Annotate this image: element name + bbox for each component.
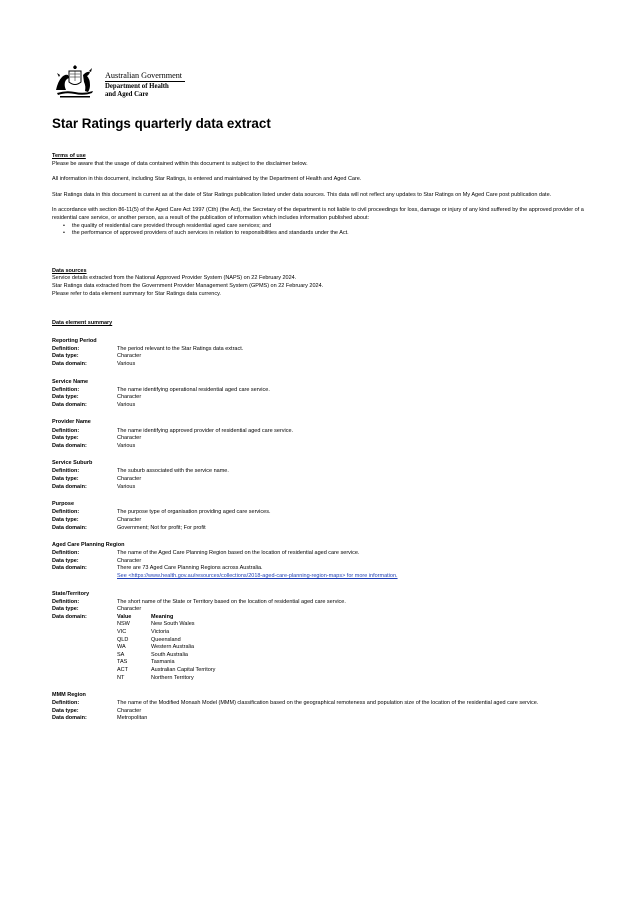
domain-value: Metropolitan <box>117 715 148 722</box>
domain-label: Data domain: <box>52 524 87 531</box>
data-element-mmm-region <box>52 692 592 723</box>
definition-value: The name identifying operational residential aged care service. <box>117 386 270 393</box>
terms-heading: Terms of use <box>52 153 86 159</box>
type-label: Data type: <box>52 516 79 523</box>
government-logo <box>53 64 193 104</box>
element-name: MMM Region <box>52 692 86 699</box>
table-header-value: Value <box>117 613 132 620</box>
element-name: Reporting Period <box>52 337 97 344</box>
domain-label: Data domain: <box>52 401 87 408</box>
table-cell-code: WA <box>117 644 126 651</box>
definition-label: Definition: <box>52 468 80 475</box>
domain-label: Data domain: <box>52 715 87 722</box>
definition-value: The name identifying approved provider of residential aged care service. <box>117 427 294 434</box>
department-name <box>105 83 169 99</box>
table-cell-meaning: Tasmania <box>151 659 175 666</box>
domain-label: Data domain: <box>52 565 87 572</box>
definition-label: Definition: <box>52 345 80 352</box>
table-cell-meaning: New South Wales <box>151 621 195 628</box>
table-cell-code: ACT <box>117 667 128 673</box>
domain-label: Data domain: <box>52 613 87 620</box>
domain-label: Data domain: <box>52 442 87 449</box>
terms-paragraph-4: In accordance with section 86-11(5) of the Aged Care Act 1997 (Cth) (the Act), the Secretary of the department is not liable to civil proceedings for loss, damage or injury of any kind suffered by the approved provider of a residential care service, or another person, as a result of the publication of information which includes information published about: <box>52 207 584 221</box>
source-line: Star Ratings data extracted from the Government Provider Management System (GPMS) on 22 February 2024. <box>52 282 324 289</box>
table-cell-meaning: Australian Capital Territory <box>151 667 216 673</box>
table-cell-meaning: Queensland <box>151 636 181 643</box>
terms-paragraph-3: Star Ratings data in this document is current as at the date of Star Ratings publication listed under data sources. This data will not reflect any updates to Star Ratings on My Aged Care post publication date. <box>52 191 552 198</box>
definition-value: The name of the Aged Care Planning Region based on the location of residential aged care service. <box>117 550 360 557</box>
type-label: Data type: <box>52 557 79 564</box>
type-value: Character <box>117 707 142 714</box>
terms-paragraph-1: Please be aware that the usage of data contained within this document is subject to the disclaimer below. <box>52 160 308 167</box>
table-cell-code: VIC <box>117 629 127 636</box>
definition-label: Definition: <box>52 509 80 516</box>
type-label: Data type: <box>52 435 79 442</box>
table-cell-meaning: South Australia <box>151 651 188 658</box>
coat-of-arms-icon <box>53 64 97 100</box>
department-name-line-2: and Aged Care <box>105 91 149 98</box>
definition-value: The name of the Modified Monash Model (MMM) classification based on the geographical remoteness and population size of the location of the residential aged care service. <box>117 700 539 707</box>
list-item: • the quality of residential care provided through residential aged care services; and <box>72 223 592 231</box>
domain-value: There are 73 Aged Care Planning Regions across Australia. <box>117 565 263 572</box>
domain-value: Various <box>117 442 136 449</box>
element-name: Purpose <box>52 501 75 508</box>
definition-value: The short name of the State or Territory based on the location of residential aged care service. <box>117 598 346 605</box>
type-label: Data type: <box>52 606 79 613</box>
element-name: State/Territory <box>52 590 90 597</box>
summary-heading: Data element summary <box>52 320 113 327</box>
data-element-provider-name <box>52 419 592 450</box>
domain-value: Various <box>117 361 136 367</box>
data-element-service-suburb <box>52 460 592 491</box>
type-value: Character <box>117 476 142 483</box>
source-line: Please refer to data element summary for Star Ratings data currency. <box>52 290 221 297</box>
data-element-service-name <box>52 379 592 410</box>
type-value: Character <box>117 353 142 360</box>
document-body <box>52 153 592 733</box>
planning-region-maps-link[interactable]: See <https://www.health.gov.au/resources/collections/2018-aged-care-planning-region-maps> for more information. <box>117 572 398 579</box>
type-label: Data type: <box>52 476 79 483</box>
source-line: Service details extracted from the National Approved Provider System (NAPS) on 22 February 2024. <box>52 275 297 282</box>
definition-value: The purpose type of organisation providing aged care services. <box>117 509 271 516</box>
type-value: Character <box>117 435 142 442</box>
domain-label: Data domain: <box>52 483 87 490</box>
type-label: Data type: <box>52 394 79 401</box>
element-name: Provider Name <box>52 419 91 426</box>
data-element-aged-care-planning-region <box>52 542 592 580</box>
type-value: Character <box>117 394 142 401</box>
table-cell-code: NSW <box>117 621 130 628</box>
table-cell-meaning: Victoria <box>151 629 170 636</box>
table-cell-meaning: Western Australia <box>151 644 195 651</box>
definition-value: The suburb associated with the service name. <box>117 468 229 475</box>
table-header-meaning: Meaning <box>151 613 174 620</box>
table-cell-meaning: Northern Territory <box>151 674 194 681</box>
definition-label: Definition: <box>52 427 80 434</box>
type-value: Character <box>117 557 142 564</box>
definition-label: Definition: <box>52 550 80 557</box>
type-label: Data type: <box>52 707 79 714</box>
data-element-purpose <box>52 501 592 532</box>
definition-label: Definition: <box>52 598 80 605</box>
sources-heading: Data sources <box>52 267 87 274</box>
definition-label: Definition: <box>52 386 80 393</box>
element-name: Service Suburb <box>52 460 93 467</box>
government-name: Australian Government <box>105 71 183 80</box>
state-code-table <box>117 614 592 682</box>
page-title: Star Ratings quarterly data extract <box>52 116 271 131</box>
logo-divider <box>105 81 185 82</box>
table-cell-code: QLD <box>117 636 129 643</box>
domain-value: Various <box>117 401 136 408</box>
type-value: Character <box>117 516 142 523</box>
domain-label: Data domain: <box>52 361 87 367</box>
table-cell-code: SA <box>117 651 125 658</box>
element-name: Service Name <box>52 378 89 385</box>
data-element-reporting-period <box>52 338 592 369</box>
type-label: Data type: <box>52 353 79 360</box>
domain-value: Government; Not for profit; For profit <box>117 524 206 531</box>
definition-label: Definition: <box>52 700 80 707</box>
department-name-line-1: Department of Health <box>105 83 169 90</box>
data-element-state-territory <box>52 591 592 683</box>
terms-bullet-list <box>52 223 592 238</box>
element-name: Aged Care Planning Region <box>52 542 125 549</box>
domain-value: Various <box>117 483 136 490</box>
table-cell-code: TAS <box>117 659 128 666</box>
list-item: • the performance of approved providers of such services in relation to responsibilities and standards under the Act. <box>72 230 592 238</box>
table-cell-code: NT <box>117 674 125 681</box>
terms-paragraph-2: All information in this document, including Star Ratings, is entered and maintained by the Department of Health and Aged Care. <box>52 176 362 183</box>
type-value: Character <box>117 606 142 613</box>
definition-value: The period relevant to the Star Ratings data extract. <box>117 345 244 352</box>
